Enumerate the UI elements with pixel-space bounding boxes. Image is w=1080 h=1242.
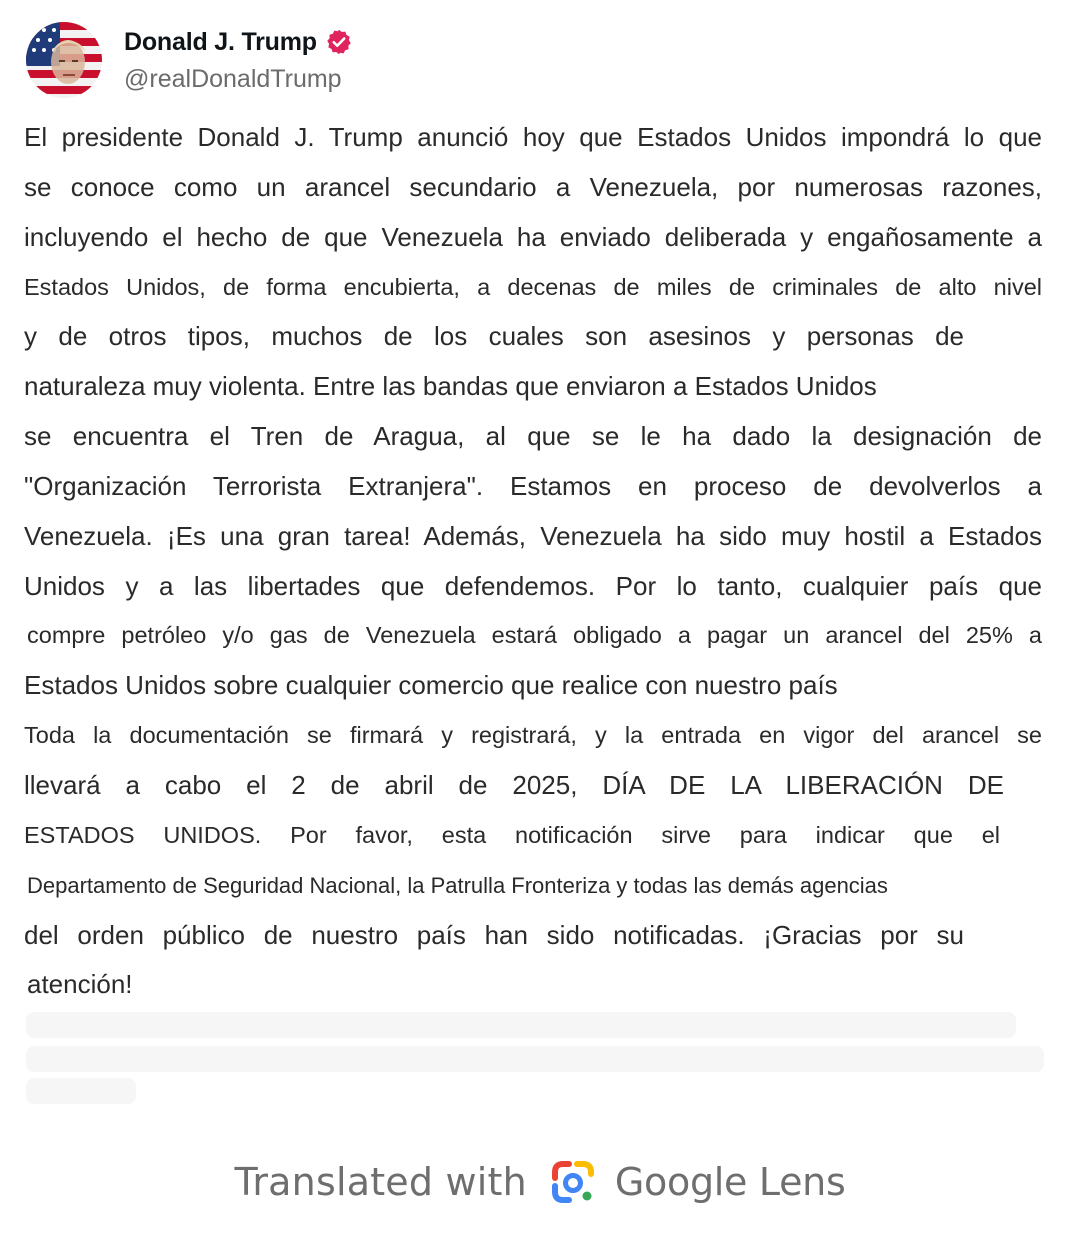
post-line: Estados Unidos, de forma encubierta, a decenas de miles de criminales de alto nivel xyxy=(24,273,1042,300)
flag-portrait-avatar-icon xyxy=(26,22,102,98)
author-handle[interactable]: @realDonaldTrump xyxy=(124,65,342,93)
post-header xyxy=(26,20,353,100)
google-lens-brand: Google Lens xyxy=(614,1160,846,1204)
post-line: llevará a cabo el 2 de abril de 2025, DÍA DE LA LIBERACIÓN DE xyxy=(24,769,1004,800)
blurred-line xyxy=(26,1078,136,1104)
name-row xyxy=(124,23,353,61)
avatar[interactable] xyxy=(26,22,102,98)
post-line: Unidos y a las libertades que defendemos. Por lo tanto, cualquier país que xyxy=(24,570,1042,601)
blurred-line xyxy=(26,1046,1044,1072)
google-lens-icon xyxy=(549,1158,597,1206)
post-line: Venezuela. ¡Es una gran tarea! Además, Venezuela ha sido muy hostil a Estados xyxy=(24,520,1042,551)
post-line: Estados Unidos sobre cualquier comercio que realice con nuestro país xyxy=(24,670,838,701)
post-line: del orden público de nuestro país han sido notificadas. ¡Gracias por su xyxy=(24,919,964,950)
post-line: Departamento de Seguridad Nacional, la Patrulla Fronteriza y todas las demás agencias xyxy=(27,872,888,898)
post-body xyxy=(24,113,1042,1010)
author-identity xyxy=(124,23,353,97)
post-line: se conoce como un arancel secundario a Venezuela, por numerosas razones, xyxy=(24,171,1042,202)
blurred-line xyxy=(26,1012,1016,1038)
post-line: El presidente Donald J. Trump anunció hoy que Estados Unidos impondrá lo que xyxy=(24,122,1042,152)
post-line: se encuentra el Tren de Aragua, al que se le ha dado la designación de xyxy=(24,421,1042,452)
post-line: naturaleza muy violenta. Entre las bandas que enviaron a Estados Unidos xyxy=(24,371,877,402)
verified-badge-icon xyxy=(325,28,353,56)
post-line: compre petróleo y/o gas de Venezuela estará obligado a pagar un arancel del 25% a xyxy=(27,622,1042,649)
display-name[interactable]: Donald J. Trump xyxy=(124,27,317,56)
post-line: Toda la documentación se firmará y registrará, y la entrada en vigor del arancel se xyxy=(24,722,1042,749)
post-line: y de otros tipos, muchos de los cuales son asesinos y personas de xyxy=(24,321,964,352)
post-line: ESTADOS UNIDOS. Por favor, esta notificación sirve para indicar que el xyxy=(24,821,1000,848)
blurred-original-text xyxy=(26,1012,1046,1102)
post-line: "Organización Terrorista Extranjera". Estamos en proceso de devolverlos a xyxy=(24,470,1042,501)
post-line: atención! xyxy=(27,969,133,1000)
post-line: incluyendo el hecho de que Venezuela ha enviado deliberada y engañosamente a xyxy=(24,221,1042,252)
translation-footer xyxy=(0,1150,1080,1214)
translated-with-label: Translated with xyxy=(234,1160,527,1204)
